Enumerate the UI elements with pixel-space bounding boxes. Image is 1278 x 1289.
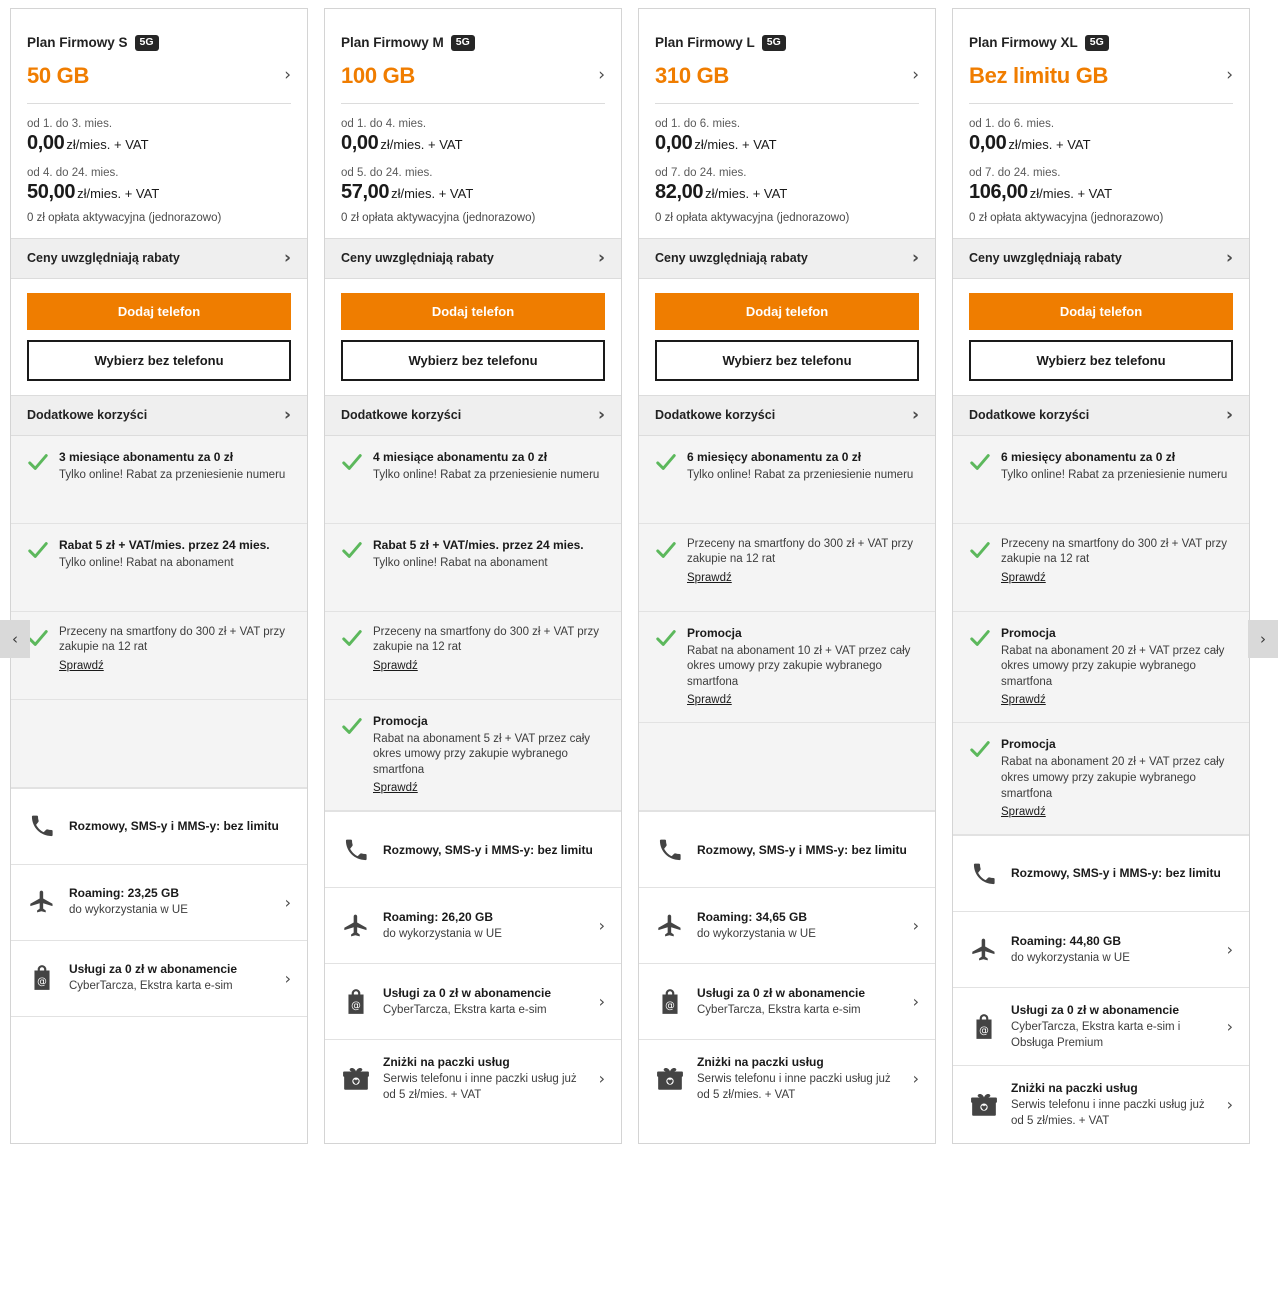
price-line-1	[27, 132, 291, 155]
feature-title: Zniżki na paczki usług	[383, 1055, 510, 1070]
plan-data-row[interactable]	[341, 63, 605, 104]
chevron-right-icon[interactable]: ›	[283, 404, 291, 425]
airplane-icon	[969, 936, 999, 964]
benefit-item-placeholder	[639, 723, 935, 811]
benefit-text: Rabat na abonament 20 zł + VAT przez cały okres umowy przy zakupie wybranego smartfona	[1001, 756, 1225, 800]
benefit-title: Promocja	[1001, 625, 1056, 640]
gift-icon	[341, 1066, 371, 1092]
choose-without-phone-button[interactable]: Wybierz bez telefonu	[341, 340, 605, 381]
benefit-body	[373, 713, 605, 797]
benefit-item	[953, 612, 1249, 724]
price-period-2: od 7. do 24. mies.	[655, 166, 747, 179]
plan-name-row	[655, 35, 919, 51]
discounts-row[interactable]	[639, 238, 935, 279]
benefit-check-link[interactable]: Sprawdź	[1001, 694, 1046, 707]
benefit-text: Tylko online! Rabat za przeniesienie numeru	[59, 468, 286, 481]
feature-row	[953, 835, 1249, 911]
plan-card-header	[953, 9, 1249, 104]
chevron-right-icon[interactable]: ›	[1226, 940, 1233, 960]
benefit-text: Rabat na abonament 5 zł + VAT przez cały okres umowy przy zakupie wybranego smartfona	[373, 732, 591, 776]
benefit-item	[953, 436, 1249, 524]
benefits-label: Dodatkowe korzyści	[27, 408, 148, 423]
plan-actions	[11, 279, 307, 395]
check-icon	[341, 627, 363, 649]
benefits-list	[953, 436, 1249, 835]
benefit-body	[687, 449, 919, 509]
add-phone-button[interactable]: Dodaj telefon	[969, 293, 1233, 330]
chevron-right-icon[interactable]: ›	[598, 992, 605, 1012]
benefit-body	[59, 537, 291, 597]
benefit-text: Przeceny na smartfony do 300 zł + VAT przy zakupie na 12 rat	[373, 625, 599, 654]
price-line-2	[341, 181, 605, 204]
activation-fee-note: 0 zł opłata aktywacyjna (jednorazowo)	[969, 211, 1164, 224]
plan-card	[638, 8, 936, 1144]
plan-data-row[interactable]	[27, 63, 291, 104]
feature-row[interactable]	[953, 911, 1249, 987]
price-value-2: 106,00	[969, 180, 1028, 203]
benefit-item	[953, 723, 1249, 835]
benefit-body	[1001, 449, 1233, 509]
chevron-right-icon[interactable]: ›	[912, 992, 919, 1012]
check-icon	[655, 539, 677, 561]
feature-subtitle: Serwis telefonu i inne paczki usług już od 5 zł/mies. + VAT	[697, 1073, 891, 1101]
feature-subtitle: Serwis telefonu i inne paczki usług już od 5 zł/mies. + VAT	[383, 1073, 577, 1101]
plan-card-header	[11, 9, 307, 104]
feature-body	[1011, 1080, 1215, 1129]
check-icon	[969, 627, 991, 649]
add-phone-button[interactable]: Dodaj telefon	[655, 293, 919, 330]
price-value-1: 0,00	[655, 131, 693, 154]
discounts-row[interactable]	[325, 238, 621, 279]
benefit-item	[11, 436, 307, 524]
check-icon	[341, 539, 363, 561]
feature-title: Usługi za 0 zł w abonamencie	[69, 962, 238, 977]
benefit-check-link[interactable]: Sprawdź	[59, 659, 104, 672]
feature-row	[11, 788, 307, 864]
feature-subtitle: CyberTarcza, Ekstra karta e-sim	[383, 1004, 547, 1017]
bag-icon	[655, 988, 685, 1016]
plan-prices	[639, 104, 935, 238]
price-period-1: od 1. do 3. mies.	[27, 117, 113, 130]
price-period-2: od 7. do 24. mies.	[969, 166, 1061, 179]
plan-prices	[325, 104, 621, 238]
chevron-right-icon[interactable]: ›	[911, 404, 919, 425]
benefit-body	[1001, 537, 1233, 597]
badge-5g: 5G	[135, 35, 159, 51]
feature-row[interactable]	[11, 864, 307, 940]
price-value-1: 0,00	[27, 131, 65, 154]
feature-body	[1011, 1002, 1215, 1051]
feature-title: Rozmowy, SMS-y i MMS-y: bez limitu	[1011, 866, 1221, 881]
benefit-item-placeholder	[11, 700, 307, 788]
check-icon	[969, 539, 991, 561]
chevron-right-icon[interactable]: ›	[911, 247, 919, 268]
feature-row[interactable]	[325, 963, 621, 1039]
discounts-row[interactable]	[11, 238, 307, 279]
plan-name: Plan Firmowy L	[655, 35, 755, 51]
chevron-right-icon[interactable]: ›	[1226, 65, 1233, 86]
benefit-title: Promocja	[373, 713, 428, 728]
bag-icon	[969, 1013, 999, 1041]
plan-card	[10, 8, 308, 1144]
price-value-1: 0,00	[969, 131, 1007, 154]
price-line-1	[969, 132, 1233, 155]
svg-text:@: @	[665, 1000, 675, 1012]
feature-title: Zniżki na paczki usług	[1011, 1081, 1138, 1096]
benefit-text: Przeceny na smartfony do 300 zł + VAT przy zakupie na 12 rat	[59, 625, 285, 654]
benefit-title: 4 miesiące abonamentu za 0 zł	[373, 449, 548, 464]
benefits-row[interactable]	[325, 395, 621, 436]
benefits-list	[325, 436, 621, 812]
plan-data-row[interactable]	[969, 63, 1233, 104]
price-unit-1: zł/mies. + VAT	[380, 136, 463, 152]
feature-row[interactable]	[639, 1039, 935, 1117]
price-unit-2: zł/mies. + VAT	[1029, 185, 1113, 201]
feature-body	[697, 842, 919, 858]
features-list	[11, 788, 307, 1092]
benefit-check-link[interactable]: Sprawdź	[687, 694, 732, 707]
benefit-text: Tylko online! Rabat za przeniesienie numeru	[373, 468, 600, 481]
feature-subtitle: CyberTarcza, Ekstra karta e-sim	[69, 980, 233, 993]
feature-subtitle: Serwis telefonu i inne paczki usług już od 5 zł/mies. + VAT	[1011, 1099, 1205, 1127]
feature-row[interactable]	[11, 940, 307, 1016]
price-value-2: 82,00	[655, 180, 704, 203]
benefit-text: Tylko online! Rabat za przeniesienie numeru	[1001, 468, 1228, 481]
benefits-list	[639, 436, 935, 812]
plan-card-header	[639, 9, 935, 104]
price-line-2	[655, 181, 919, 204]
feature-body	[697, 1054, 901, 1103]
plan-card	[952, 8, 1250, 1144]
check-icon	[969, 451, 991, 473]
feature-row[interactable]	[953, 1065, 1249, 1143]
benefits-row[interactable]	[639, 395, 935, 436]
badge-5g: 5G	[1085, 35, 1109, 51]
benefit-item	[11, 612, 307, 700]
add-phone-button[interactable]: Dodaj telefon	[341, 293, 605, 330]
benefit-body	[1001, 625, 1233, 709]
plan-name: Plan Firmowy S	[27, 35, 128, 51]
feature-title: Usługi za 0 zł w abonamencie	[383, 985, 552, 1000]
svg-text:@: @	[979, 1025, 989, 1037]
benefits-label: Dodatkowe korzyści	[969, 408, 1090, 423]
benefit-item	[325, 436, 621, 524]
price-period-1: od 1. do 6. mies.	[655, 117, 741, 130]
discounts-row[interactable]	[953, 238, 1249, 279]
discounts-label: Ceny uwzględniają rabaty	[341, 251, 494, 266]
feature-title: Usługi za 0 zł w abonamencie	[697, 985, 866, 1000]
benefit-text: Tylko online! Rabat za przeniesienie numeru	[687, 468, 914, 481]
price-line-1	[341, 132, 605, 155]
benefit-item	[325, 700, 621, 812]
feature-subtitle: CyberTarcza, Ekstra karta e-sim	[697, 1004, 861, 1017]
benefit-text: Tylko online! Rabat na abonament	[373, 556, 548, 569]
benefit-title: Rabat 5 zł + VAT/mies. przez 24 mies.	[373, 537, 584, 552]
choose-without-phone-button[interactable]: Wybierz bez telefonu	[655, 340, 919, 381]
activation-fee-note: 0 zł opłata aktywacyjna (jednorazowo)	[341, 211, 536, 224]
benefit-check-link[interactable]: Sprawdź	[373, 659, 418, 672]
price-unit-2: zł/mies. + VAT	[391, 185, 474, 201]
choose-without-phone-button[interactable]: Wybierz bez telefonu	[969, 340, 1233, 381]
feature-body	[383, 985, 587, 1019]
feature-title: Zniżki na paczki usług	[697, 1055, 824, 1070]
feature-subtitle: do wykorzystania w UE	[1011, 951, 1130, 964]
price-unit-1: zł/mies. + VAT	[1008, 136, 1091, 152]
benefit-body	[687, 537, 919, 597]
svg-text:@: @	[351, 1000, 361, 1012]
chevron-right-icon[interactable]: ›	[912, 916, 919, 936]
benefit-body	[687, 625, 919, 709]
benefit-title: Rabat 5 zł + VAT/mies. przez 24 mies.	[59, 537, 270, 552]
feature-title: Roaming: 23,25 GB	[69, 886, 180, 901]
price-unit-2: zł/mies. + VAT	[77, 185, 160, 201]
carousel-next-button[interactable]: ›	[1248, 620, 1278, 658]
feature-body	[1011, 865, 1233, 881]
price-period-1: od 1. do 6. mies.	[969, 117, 1055, 130]
plan-card-header	[325, 9, 621, 104]
chevron-right-icon[interactable]: ›	[598, 65, 605, 86]
chevron-right-icon[interactable]: ›	[598, 916, 605, 936]
feature-row	[325, 811, 621, 887]
check-icon	[969, 738, 991, 760]
plan-name: Plan Firmowy XL	[969, 35, 1078, 51]
benefit-check-link[interactable]: Sprawdź	[687, 571, 732, 584]
check-icon	[655, 451, 677, 473]
airplane-icon	[655, 912, 685, 940]
plan-data-amount: 310 GB	[655, 62, 730, 88]
feature-body	[697, 985, 901, 1019]
plan-name: Plan Firmowy M	[341, 35, 444, 51]
price-value-1: 0,00	[341, 131, 379, 154]
benefit-item	[11, 524, 307, 612]
phone-icon	[27, 813, 57, 839]
price-line-2	[27, 181, 291, 204]
svg-text:@: @	[37, 976, 47, 988]
feature-body	[383, 1054, 587, 1103]
feature-body	[69, 885, 273, 919]
plan-name-row	[341, 35, 605, 51]
gift-icon	[969, 1092, 999, 1118]
chevron-right-icon[interactable]: ›	[1225, 247, 1233, 268]
price-value-2: 57,00	[341, 180, 390, 203]
phone-icon	[341, 837, 371, 863]
chevron-right-icon[interactable]: ›	[598, 1069, 605, 1089]
benefit-text: Przeceny na smartfony do 300 zł + VAT przy zakupie na 12 rat	[687, 537, 913, 566]
add-phone-button[interactable]: Dodaj telefon	[27, 293, 291, 330]
check-icon	[655, 627, 677, 649]
discounts-label: Ceny uwzględniają rabaty	[969, 251, 1122, 266]
benefit-item	[325, 524, 621, 612]
airplane-icon	[341, 912, 371, 940]
feature-body	[383, 842, 605, 858]
badge-5g: 5G	[762, 35, 786, 51]
feature-body	[1011, 933, 1215, 967]
chevron-right-icon[interactable]: ›	[284, 892, 291, 912]
benefit-title: 6 miesięcy abonamentu za 0 zł	[687, 449, 862, 464]
benefit-body	[373, 449, 605, 509]
feature-body	[383, 909, 587, 943]
price-period-2: od 5. do 24. mies.	[341, 166, 433, 179]
feature-row-placeholder	[11, 1016, 307, 1092]
benefit-item	[639, 524, 935, 612]
plan-actions	[953, 279, 1249, 395]
price-value-2: 50,00	[27, 180, 76, 203]
feature-row[interactable]	[953, 987, 1249, 1065]
plan-prices	[11, 104, 307, 238]
feature-title: Roaming: 44,80 GB	[1011, 933, 1122, 948]
chevron-right-icon[interactable]: ›	[597, 404, 605, 425]
benefit-body	[373, 537, 605, 597]
price-period-1: od 1. do 4. mies.	[341, 117, 427, 130]
discounts-label: Ceny uwzględniają rabaty	[27, 251, 180, 266]
chevron-right-icon[interactable]: ›	[1226, 1095, 1233, 1115]
benefit-item	[639, 612, 935, 724]
benefit-check-link[interactable]: Sprawdź	[373, 782, 418, 795]
features-list	[953, 835, 1249, 1143]
carousel-prev-button[interactable]: ‹	[0, 620, 30, 658]
activation-fee-note: 0 zł opłata aktywacyjna (jednorazowo)	[27, 211, 222, 224]
features-list	[639, 811, 935, 1117]
price-unit-1: zł/mies. + VAT	[66, 136, 149, 152]
benefit-text: Przeceny na smartfony do 300 zł + VAT przy zakupie na 12 rat	[1001, 537, 1227, 566]
benefit-text: Rabat na abonament 10 zł + VAT przez cały okres umowy przy zakupie wybranego smartfona	[687, 644, 911, 688]
feature-row	[639, 811, 935, 887]
plan-data-amount: 50 GB	[27, 62, 90, 88]
benefits-label: Dodatkowe korzyści	[655, 408, 776, 423]
price-period-2: od 4. do 24. mies.	[27, 166, 119, 179]
activation-fee-note: 0 zł opłata aktywacyjna (jednorazowo)	[655, 211, 850, 224]
feature-subtitle: do wykorzystania w UE	[69, 904, 188, 917]
plan-card	[324, 8, 622, 1144]
benefit-item	[325, 612, 621, 700]
chevron-right-icon[interactable]: ›	[1225, 404, 1233, 425]
feature-subtitle: do wykorzystania w UE	[383, 928, 502, 941]
features-list	[325, 811, 621, 1117]
feature-title: Rozmowy, SMS-y i MMS-y: bez limitu	[69, 818, 279, 833]
chevron-right-icon[interactable]: ›	[283, 247, 291, 268]
feature-title: Rozmowy, SMS-y i MMS-y: bez limitu	[697, 842, 907, 857]
feature-row[interactable]	[639, 887, 935, 963]
feature-row[interactable]	[325, 887, 621, 963]
benefit-body	[373, 625, 605, 685]
benefit-check-link[interactable]: Sprawdź	[1001, 571, 1046, 584]
discounts-label: Ceny uwzględniają rabaty	[655, 251, 808, 266]
plan-data-amount: Bez limitu GB	[969, 62, 1109, 88]
benefit-item	[953, 524, 1249, 612]
chevron-right-icon[interactable]: ›	[1226, 1017, 1233, 1037]
benefit-title: Promocja	[1001, 737, 1056, 752]
benefits-row[interactable]	[11, 395, 307, 436]
phone-icon	[655, 837, 685, 863]
gift-icon	[655, 1066, 685, 1092]
feature-title: Roaming: 34,65 GB	[697, 909, 808, 924]
benefit-text: Rabat na abonament 20 zł + VAT przez cały okres umowy przy zakupie wybranego smartfona	[1001, 644, 1225, 688]
plan-actions	[639, 279, 935, 395]
chevron-right-icon[interactable]: ›	[284, 968, 291, 988]
check-icon	[341, 451, 363, 473]
feature-subtitle: CyberTarcza, Ekstra karta e-sim i Obsługa Premium	[1011, 1021, 1181, 1049]
plan-name-row	[969, 35, 1233, 51]
benefits-list	[11, 436, 307, 788]
benefit-check-link[interactable]: Sprawdź	[1001, 806, 1046, 819]
phone-icon	[969, 861, 999, 887]
price-line-2	[969, 181, 1233, 204]
feature-row[interactable]	[325, 1039, 621, 1117]
check-icon	[27, 539, 49, 561]
benefit-title: 3 miesiące abonamentu za 0 zł	[59, 449, 234, 464]
chevron-right-icon[interactable]: ›	[284, 65, 291, 86]
benefit-body	[59, 625, 291, 685]
plan-data-row[interactable]	[655, 63, 919, 104]
feature-body	[69, 961, 273, 995]
chevron-right-icon[interactable]: ›	[597, 247, 605, 268]
feature-row[interactable]	[639, 963, 935, 1039]
check-icon	[341, 715, 363, 737]
feature-body	[69, 818, 291, 834]
plan-actions	[325, 279, 621, 395]
benefits-label: Dodatkowe korzyści	[341, 408, 462, 423]
price-line-1	[655, 132, 919, 155]
benefit-body	[1001, 736, 1233, 820]
plan-data-amount: 100 GB	[341, 62, 416, 88]
feature-body	[697, 909, 901, 943]
feature-title: Rozmowy, SMS-y i MMS-y: bez limitu	[383, 842, 593, 857]
benefit-body	[59, 449, 291, 509]
chevron-right-icon[interactable]: ›	[912, 1069, 919, 1089]
benefits-row[interactable]	[953, 395, 1249, 436]
plan-prices	[953, 104, 1249, 238]
benefit-item	[639, 436, 935, 524]
feature-title: Roaming: 26,20 GB	[383, 909, 494, 924]
benefit-title: Promocja	[687, 625, 742, 640]
feature-title: Usługi za 0 zł w abonamencie	[1011, 1003, 1180, 1018]
choose-without-phone-button[interactable]: Wybierz bez telefonu	[27, 340, 291, 381]
bag-icon	[27, 964, 57, 992]
benefit-title: 6 miesięcy abonamentu za 0 zł	[1001, 449, 1176, 464]
check-icon	[27, 627, 49, 649]
check-icon	[27, 451, 49, 473]
chevron-right-icon[interactable]: ›	[912, 65, 919, 86]
price-unit-1: zł/mies. + VAT	[694, 136, 777, 152]
benefit-text: Tylko online! Rabat na abonament	[59, 556, 234, 569]
badge-5g: 5G	[451, 35, 475, 51]
airplane-icon	[27, 888, 57, 916]
feature-subtitle: do wykorzystania w UE	[697, 928, 816, 941]
bag-icon	[341, 988, 371, 1016]
price-unit-2: zł/mies. + VAT	[705, 185, 788, 201]
plan-name-row	[27, 35, 291, 51]
